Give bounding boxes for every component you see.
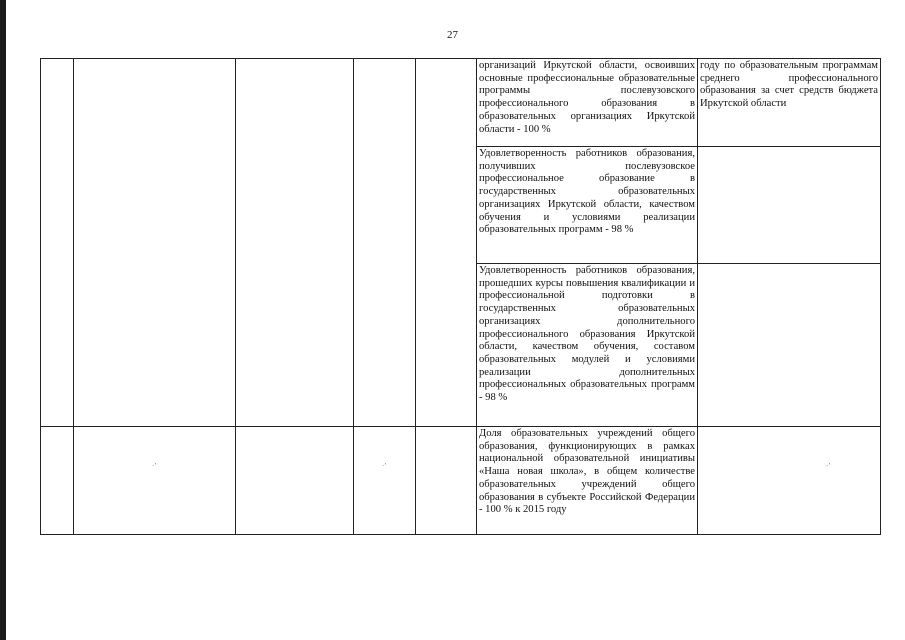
note-cell xyxy=(698,147,881,264)
scan-speck: ·ʼ xyxy=(826,462,831,470)
scan-speck: ·ʼ xyxy=(382,462,387,470)
note-cell xyxy=(698,264,881,427)
cell-task xyxy=(74,427,236,535)
cell-funding xyxy=(416,427,477,535)
table-row xyxy=(41,427,881,535)
cell-period xyxy=(354,427,416,535)
note-cell: году по образовательным программам среднего профессионального образования за счет средств бюджета Иркутской области xyxy=(698,59,881,147)
cell-executor xyxy=(236,59,354,427)
indicator-cell: Удовлетворенность работников образования, прошедших курсы повышения квалификации и профессиональной подготовки в государственных образовательных организациях дополнительного профессионального образования Иркутской области, качеством обучения, составом образовательных модулей и условиями реализации дополнительных профессиональных образовательных программ - 98 % xyxy=(477,264,698,427)
scan-speck: ·ʼ xyxy=(152,462,157,470)
table-row xyxy=(41,59,881,147)
cell-period xyxy=(354,59,416,427)
page-number: 27 xyxy=(447,29,458,41)
cell-number xyxy=(41,59,74,427)
cell-funding xyxy=(416,59,477,427)
indicator-cell: Удовлетворенность работников образования, получивших послевузовское профессиональное образование в государственных образовательных организациях Иркутской области, качеством обучения и условиями реализации образовательных программ - 98 % xyxy=(477,147,698,264)
indicator-cell: Доля образовательных учреждений общего образования, функционирующих в рамках национальной образовательной инициативы «Наша новая школа», в общем количестве образовательных учреждений общего образования в субъекте Российской Федерации - 100 % к 2015 году xyxy=(477,427,698,535)
cell-number xyxy=(41,427,74,535)
indicator-cell: организаций Иркутской области, освоивших основные профессиональные образовательные программы послевузовского профессионального образования в образовательных организациях Иркутской области - 100 % xyxy=(477,59,698,147)
cell-task xyxy=(74,59,236,427)
note-cell xyxy=(698,427,881,535)
cell-executor xyxy=(236,427,354,535)
scan-edge xyxy=(0,0,6,640)
program-table xyxy=(40,58,881,535)
